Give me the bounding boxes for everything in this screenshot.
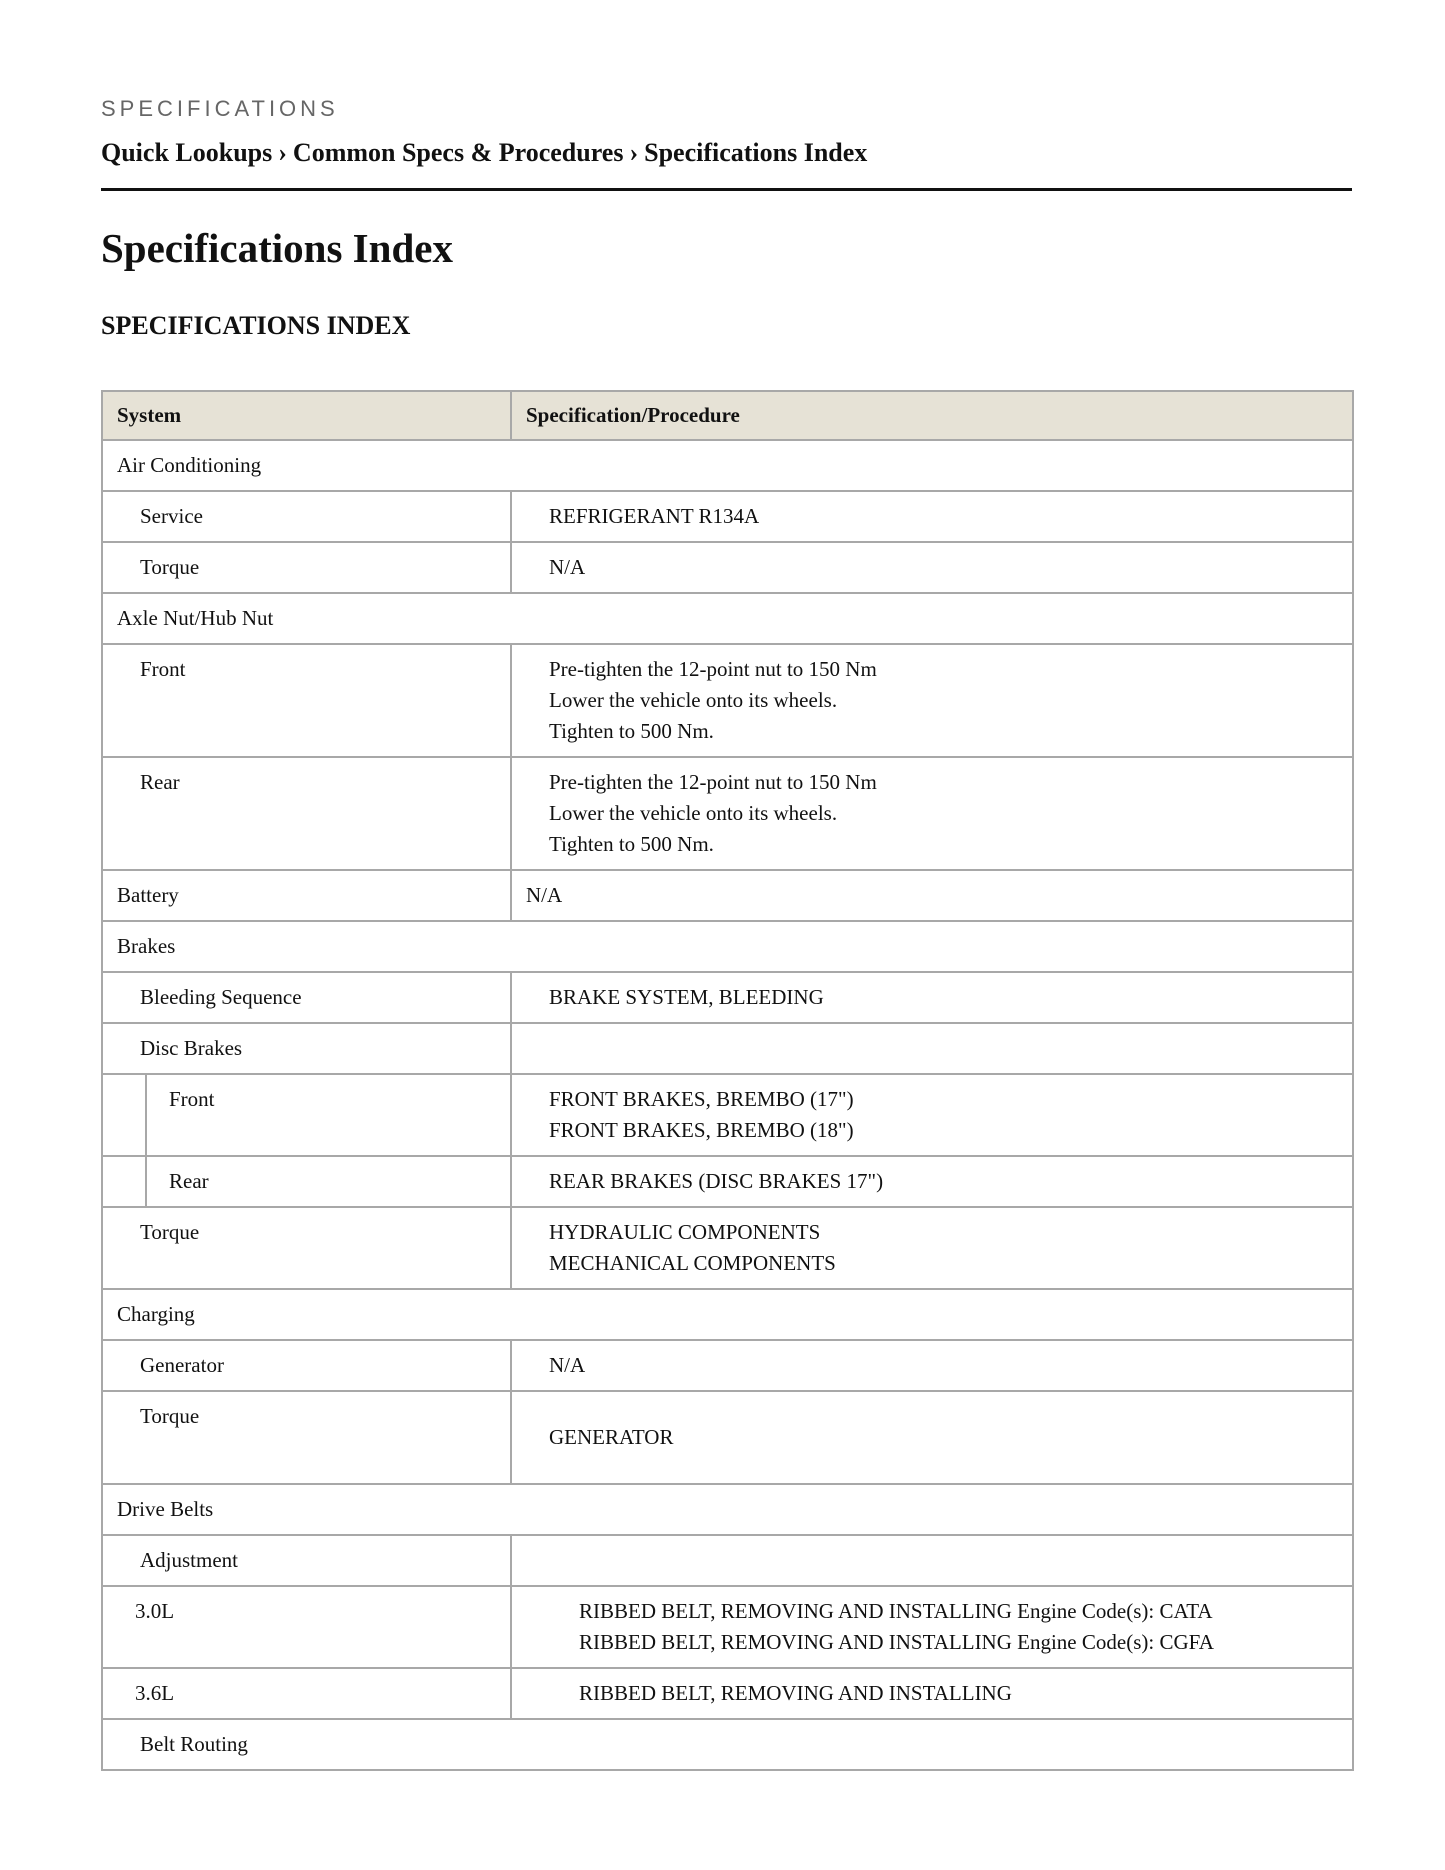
- specification-link[interactable]: Tighten to 500 Nm.: [549, 719, 714, 743]
- system-label: Disc Brakes: [140, 1036, 243, 1060]
- specification-cell: [511, 1586, 1353, 1668]
- specification-cell: [511, 1340, 1353, 1391]
- specification-link[interactable]: N/A: [549, 1353, 586, 1377]
- specifications-table: [101, 390, 1354, 1771]
- system-cell: [102, 1586, 511, 1668]
- page-subtitle: SPECIFICATIONS INDEX: [101, 311, 411, 340]
- section-label: SPECIFICATIONS: [101, 96, 339, 121]
- table-header-row: [102, 391, 1353, 440]
- system-cell: [102, 1074, 511, 1156]
- table-row: [102, 1156, 1353, 1207]
- table-row: [102, 644, 1353, 757]
- system-label: Torque: [140, 555, 200, 579]
- table-row: [102, 870, 1353, 921]
- breadcrumb-item-current: Specifications Index: [644, 138, 868, 167]
- header-divider: [101, 188, 1352, 191]
- system-cell: [102, 972, 511, 1023]
- table-row: [102, 1074, 1353, 1156]
- system-label: Belt Routing: [140, 1732, 248, 1756]
- group-cell: [102, 1484, 1353, 1535]
- system-cell: [102, 1207, 511, 1289]
- system-cell: [102, 1023, 511, 1074]
- specifications-table-body: [102, 440, 1353, 1770]
- table-row: [102, 491, 1353, 542]
- breadcrumb-separator: ›: [629, 138, 639, 167]
- specification-link[interactable]: N/A: [549, 555, 586, 579]
- specification-link[interactable]: REFRIGERANT R134A: [549, 504, 760, 528]
- system-label: 3.0L: [135, 1599, 175, 1623]
- breadcrumb-item-quick-lookups[interactable]: Quick Lookups: [101, 138, 273, 167]
- system-label: Axle Nut/Hub Nut: [117, 606, 274, 630]
- system-label: Charging: [117, 1302, 195, 1326]
- system-cell: [102, 757, 511, 870]
- group-cell: [102, 921, 1353, 972]
- specification-link[interactable]: HYDRAULIC COMPONENTS: [549, 1220, 821, 1244]
- column-header-specification: Specification/Procedure: [511, 391, 1353, 440]
- specification-cell: [511, 972, 1353, 1023]
- table-row: [102, 593, 1353, 644]
- specification-cell: [511, 1074, 1353, 1156]
- system-label: Adjustment: [140, 1548, 238, 1572]
- specification-link[interactable]: GENERATOR: [549, 1425, 674, 1449]
- table-row: [102, 1023, 1353, 1074]
- system-label: Rear: [140, 770, 180, 794]
- table-row: [102, 972, 1353, 1023]
- specification-cell: [511, 1156, 1353, 1207]
- system-label: Torque: [140, 1220, 200, 1244]
- table-row: [102, 542, 1353, 593]
- specification-link[interactable]: BRAKE SYSTEM, BLEEDING: [549, 985, 824, 1009]
- specification-cell: [511, 757, 1353, 870]
- system-cell: [102, 1668, 511, 1719]
- specification-cell: [511, 1023, 1353, 1074]
- system-label: Drive Belts: [117, 1497, 214, 1521]
- specification-cell: [511, 542, 1353, 593]
- table-row: [102, 757, 1353, 870]
- system-cell: [102, 491, 511, 542]
- system-label: Front: [169, 1087, 215, 1111]
- specification-link[interactable]: N/A: [526, 883, 563, 907]
- specification-link[interactable]: RIBBED BELT, REMOVING AND INSTALLING: [579, 1681, 1012, 1705]
- system-label: Torque: [140, 1404, 200, 1428]
- table-row: [102, 440, 1353, 491]
- system-label: Bleeding Sequence: [140, 985, 302, 1009]
- specification-link[interactable]: FRONT BRAKES, BREMBO (17"): [549, 1087, 854, 1111]
- specification-link[interactable]: Tighten to 500 Nm.: [549, 832, 714, 856]
- specification-cell: [511, 491, 1353, 542]
- specification-link[interactable]: Lower the vehicle onto its wheels.: [549, 801, 838, 825]
- system-cell: [102, 870, 511, 921]
- specification-link[interactable]: REAR BRAKES (DISC BRAKES 17"): [549, 1169, 884, 1193]
- breadcrumb-separator: ›: [278, 138, 287, 167]
- group-cell: [102, 440, 1353, 491]
- table-row: [102, 1484, 1353, 1535]
- system-label: Battery: [117, 883, 179, 907]
- table-row: [102, 1289, 1353, 1340]
- breadcrumb: [101, 138, 867, 168]
- table-row: [102, 1340, 1353, 1391]
- system-cell: [102, 644, 511, 757]
- system-cell: [102, 542, 511, 593]
- table-row: [102, 1719, 1353, 1770]
- specification-link[interactable]: MECHANICAL COMPONENTS: [549, 1251, 836, 1275]
- table-row: [102, 921, 1353, 972]
- table-row: [102, 1391, 1353, 1484]
- column-header-system: System: [102, 391, 511, 440]
- system-cell: [102, 1535, 511, 1586]
- specification-link[interactable]: RIBBED BELT, REMOVING AND INSTALLING Engine Code(s): CGFA: [579, 1630, 1214, 1654]
- specification-cell: [511, 1535, 1353, 1586]
- specification-link[interactable]: Lower the vehicle onto its wheels.: [549, 688, 838, 712]
- specification-link[interactable]: FRONT BRAKES, BREMBO (18"): [549, 1118, 854, 1142]
- specification-link[interactable]: Pre-tighten the 12-point nut to 150 Nm: [549, 657, 877, 681]
- system-cell: [102, 1340, 511, 1391]
- page-title: Specifications Index: [101, 225, 453, 271]
- system-label: Air Conditioning: [117, 453, 262, 477]
- group-cell: [102, 593, 1353, 644]
- group-cell: [102, 1289, 1353, 1340]
- system-label: Front: [140, 657, 186, 681]
- group-cell: [102, 1719, 1353, 1770]
- specification-link[interactable]: RIBBED BELT, REMOVING AND INSTALLING Engine Code(s): CATA: [579, 1599, 1213, 1623]
- table-row: [102, 1535, 1353, 1586]
- specification-cell: [511, 870, 1353, 921]
- system-label: 3.6L: [135, 1681, 175, 1705]
- specification-cell: [511, 644, 1353, 757]
- system-cell: [102, 1391, 511, 1484]
- system-label: Service: [140, 504, 203, 528]
- specification-cell: [511, 1207, 1353, 1289]
- table-row: [102, 1207, 1353, 1289]
- system-cell: [102, 1156, 511, 1207]
- system-label: Rear: [169, 1169, 209, 1193]
- table-row: [102, 1668, 1353, 1719]
- specification-link[interactable]: Pre-tighten the 12-point nut to 150 Nm: [549, 770, 877, 794]
- system-label: Generator: [140, 1353, 224, 1377]
- breadcrumb-item-common-specs[interactable]: Common Specs & Procedures: [292, 138, 624, 167]
- system-label: Brakes: [117, 934, 176, 958]
- table-row: [102, 1586, 1353, 1668]
- specification-cell: [511, 1391, 1353, 1484]
- specification-cell: [511, 1668, 1353, 1719]
